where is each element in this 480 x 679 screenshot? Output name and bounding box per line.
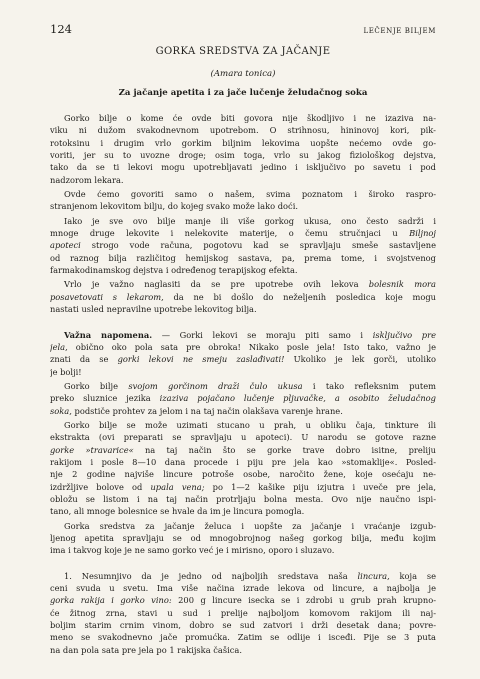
text-run: na dan pola sata pre jela po 1 rakijska čašica. [50,644,243,655]
text-line [50,137,436,149]
text-run: obično oko pola sata pre obroka! Nikako posle jela! Isto tako, važno je [67,341,436,352]
text-run: od raznog bilja različitog hemijskog sastava, pa, prema tome, i svojstvenog [50,252,436,263]
text-run: gorka rakija i gorko vino: [50,595,172,606]
text-run: tako da se ti lekovi mogu upotrebljavati jedino i isključivo po savetu i pod [50,162,436,173]
text-run: lincura, [357,570,390,581]
text-run: strogo vode računa, pogotovu kad se spravljaju smeše sastavljene [80,240,436,251]
text-run: — Gorki lekovi se moraju piti samo i [152,329,373,340]
text-run: svojom gorčinom draži čulo ukusa [128,380,303,391]
text-run: je bolji! [50,366,82,377]
text-line [50,303,436,315]
text-run: ekstrakta (ovi preparati se spravljaju u apoteci). U narodu se gotove razne [50,432,436,443]
text-run: po 1—2 kašike piju izjutra i uveče pre jela, [204,481,436,492]
text-line [50,619,436,631]
text-line [50,161,436,173]
text-line [50,264,436,276]
text-run: boljim starim crnim vinom, dobro se sud zatvori i drži desetak dana; povre- [50,620,436,631]
paragraph [50,570,436,656]
text-run: posavetovati s lekarom, [50,291,164,302]
text-line [50,353,436,365]
text-line [50,380,436,392]
text-line [50,468,436,480]
body-text [50,112,436,656]
text-line [50,329,436,341]
text-line [50,405,436,417]
text-run: Gorka sredstva za jačanje želuca i uopšte za jačanje i vraćanje izgub- [64,520,436,531]
text-run: nje 2 godine najviše lincure potroše osobe, naročito žene, koje osećaju ne- [50,469,436,480]
text-line [50,505,436,517]
text-run: će žitnog zrna, stavi u sud i prelije najboljom komovom rakijom ili naj- [50,607,436,618]
text-run: izaziva pojačano lučenje pljuvačke, a osobito želudačnog [159,393,436,404]
text-line [50,607,436,619]
text-run: farmakodinamskog dejstva i određenog terapijskog efekta. [50,265,298,276]
text-run: bolesnik mora [368,279,436,290]
paragraph [50,215,436,277]
text-run: Važna napomena. [64,329,153,340]
text-run: 1. Nesumnjivo da je jedno od najboljih sredstava naša [64,570,358,581]
section-heading: Za jačanje apetita i za jače lučenje želudačnog soka [118,88,368,98]
paragraph [50,188,436,213]
text-run: stranjenom lekovitom bilju, do kojeg svako može lako doći. [50,201,298,212]
text-line [50,520,436,532]
text-line [50,431,436,443]
text-run: ima i takvog koje je ne samo gorko već je i mirisno, oporo i sluzavo. [50,545,335,556]
text-run: meno se svakodnevno jače promućka. Zatim se odlije i isceđi. Pije se 3 puta [50,632,436,643]
subtitle: (Amara tonica) [210,69,276,79]
text-run: tano, ali mnoge bolesnice se hvale da im je lincura pomogla. [50,506,305,517]
text-line [50,544,436,556]
paragraph [50,329,436,378]
text-run: koja se [389,570,436,581]
paragraph [50,419,436,518]
text-run: apoteci [50,240,81,251]
text-run: rakijom i posle 8—10 dana procede i piju pre jela kao »stomaklije«. Posled- [50,456,436,467]
text-line [50,594,436,606]
text-line [50,215,436,227]
text-run: Vrlo je važno naglasiti da se pre upotrebe ovih lekova [64,279,369,290]
text-line [50,227,436,239]
text-line [50,188,436,200]
text-run: nastati usled nepravilne upotrebe lekovitog bilja. [50,304,257,315]
text-run: jela, [50,341,68,352]
text-run: ljenog apetita spravljaju se od mnogobrojnog našeg gorkog bilja, među kojim [50,533,436,543]
text-line [50,112,436,124]
text-run: Ovde ćemo govoriti samo o našem, svima poznatom i široko raspro- [64,189,436,200]
running-title: LEČENJE BILJEM [363,27,436,35]
text-run: ceni svuda u svetu. Ima više načina izrade lekova od lincure, a najbolja je [50,583,436,594]
text-run: 200 g lincure isecka se i zdrobi u grub prah krupno- [171,595,436,606]
text-run: na taj način što se gorke trave dobro isitne, preliju [133,444,436,455]
text-line [50,341,436,353]
text-run: voriti, jer su to uvozne droge; osim toga, vrlo su jakog fiziološkog dejstva, [50,150,436,161]
text-run: nadzorom lekara. [50,174,124,185]
text-line [50,174,436,186]
text-line [50,239,436,251]
paragraph [50,112,436,186]
text-run: viku ni dužom svakodnevnom upotrebom. O strihnosu, hininovoj kori, pik- [50,125,436,136]
text-line [50,456,436,468]
text-run: gorki lekovi ne smeju zaslađivati! [117,354,285,365]
running-head [50,22,436,38]
text-line [50,644,436,656]
text-run: da ne bi došlo do neželjenih posledica koje mogu [163,291,436,302]
text-line [50,481,436,493]
paragraph [50,278,436,315]
text-run: podstiče prohtev za jelom i na taj način olakšava varenje hrane. [71,405,343,416]
text-line [50,291,436,303]
page-number: 124 [50,22,72,36]
text-line [50,532,436,544]
text-run: preko sluznice jezika [50,393,160,404]
paragraph [50,520,436,557]
text-run: gorke »travarice« [50,444,134,455]
text-line [50,582,436,594]
paragraph [50,380,436,417]
text-line [50,419,436,431]
text-run: Gorko bilje se može uzimati stucano u prah, u obliku čaja, tinkture ili [64,419,436,430]
text-line [50,200,436,212]
text-run: Gorko bilje [64,380,129,391]
text-run: Biljnoj [409,228,436,239]
text-line [50,124,436,136]
text-line [50,149,436,161]
text-run: isključivo pre [372,329,436,340]
text-run: mnoge druge lekovite i nelekovite materije, o čemu stručnjaci u [50,228,410,239]
text-run: obložu se listom i na taj način protrljaju bolna mesta. Ovo nije naučno ispi- [50,493,436,504]
text-run: rotoksinu i drugim vrlo gorkim biljnim lekovima uopšte nećemo ovde go- [50,137,436,148]
text-run: Gorko bilje o kome će ovde biti govora nije škodljivo i ne izaziva na- [64,113,436,123]
text-line [50,366,436,378]
text-run: izdržljive bolove od [50,481,151,492]
text-run: soka, [50,405,72,416]
text-line [50,493,436,505]
text-run: upala vena; [150,481,205,492]
chapter-title: GORKA SREDSTVA ZA JAČANJE [155,46,331,57]
text-run: i tako refleksnim putem [302,380,436,391]
text-line [50,392,436,404]
text-line [50,252,436,264]
text-line [50,278,436,290]
text-line [50,570,436,582]
text-run: znati da se [50,354,118,365]
text-line [50,444,436,456]
text-run: Ukoliko je lek gorči, utoliko [284,354,436,365]
text-line [50,631,436,643]
text-run: Iako je sve ovo bilje manje ili više gorkog ukusa, ono često sadrži i [64,215,436,226]
